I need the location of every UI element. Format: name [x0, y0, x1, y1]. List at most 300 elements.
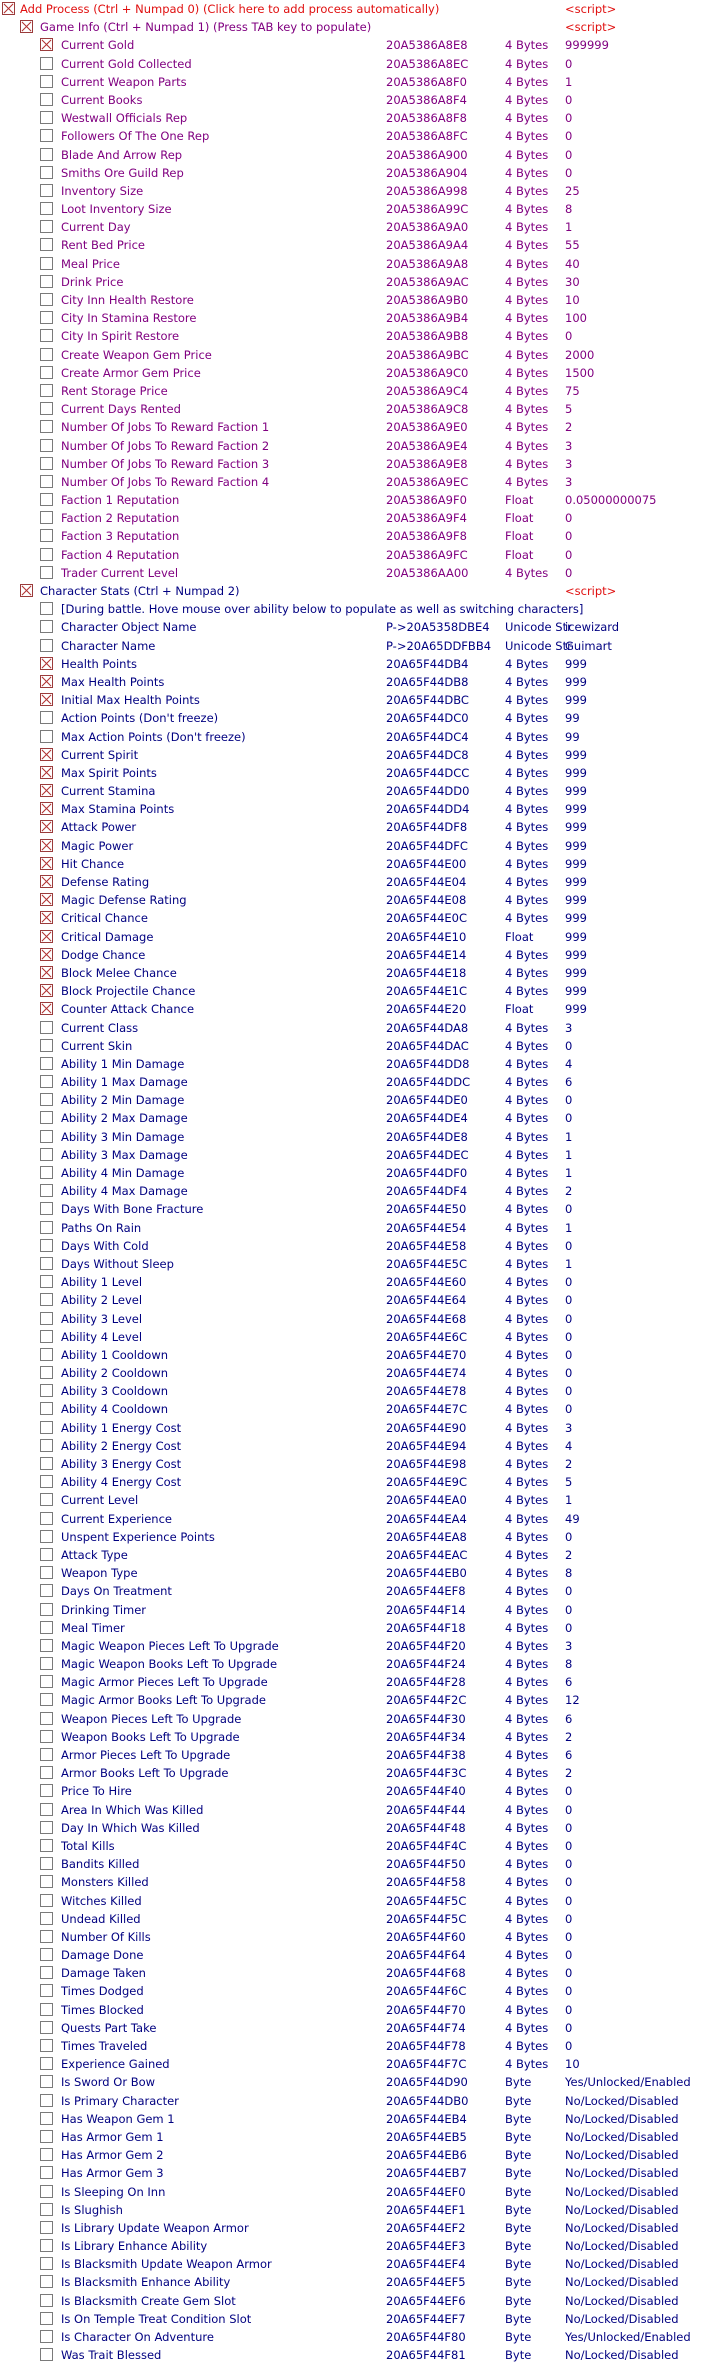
entry-value[interactable]: 2 — [565, 1766, 573, 1781]
active-checkbox[interactable] — [40, 820, 53, 833]
entry-value[interactable]: No/Locked/Disabled — [565, 2166, 679, 2181]
active-checkbox[interactable] — [40, 1384, 53, 1397]
entry-value[interactable]: 999 — [565, 784, 587, 799]
active-checkbox[interactable] — [40, 1275, 53, 1288]
active-checkbox[interactable] — [40, 2148, 53, 2161]
active-checkbox[interactable] — [40, 1984, 53, 1997]
entry-value[interactable]: 0 — [565, 1948, 573, 1963]
entry-value[interactable]: 0 — [565, 2039, 573, 2053]
active-checkbox[interactable] — [40, 1439, 53, 1452]
entry-value[interactable]: Yes/Unlocked/Enabled — [565, 2075, 691, 2090]
entry-value[interactable]: 10 — [565, 293, 580, 307]
entry-value[interactable]: No/Locked/Disabled — [565, 2111, 679, 2126]
entry-value[interactable]: 999 — [565, 947, 587, 962]
table-row[interactable] — [0, 382, 706, 400]
table-row[interactable] — [0, 2219, 706, 2237]
table-row[interactable] — [0, 637, 706, 655]
active-checkbox[interactable] — [40, 2039, 53, 2052]
table-row[interactable] — [0, 1200, 706, 1218]
entry-value[interactable]: 999 — [565, 875, 587, 889]
table-row[interactable] — [0, 2110, 706, 2128]
entry-value[interactable]: 8 — [565, 202, 573, 217]
active-checkbox[interactable] — [40, 1075, 53, 1088]
active-checkbox[interactable] — [40, 2185, 53, 2198]
entry-value[interactable]: 999 — [565, 911, 587, 926]
table-row[interactable] — [0, 655, 706, 673]
entry-value[interactable]: 999 — [565, 693, 587, 708]
table-row[interactable] — [0, 691, 706, 709]
table-row[interactable] — [0, 982, 706, 1000]
active-checkbox[interactable] — [40, 766, 53, 779]
entry-value[interactable]: 2 — [565, 1729, 573, 1744]
entry-value[interactable]: No/Locked/Disabled — [565, 2184, 679, 2199]
entry-value[interactable]: No/Locked/Disabled — [565, 2220, 679, 2235]
table-row[interactable] — [0, 728, 706, 746]
table-row[interactable] — [0, 164, 706, 182]
entry-value[interactable]: 0 — [565, 1966, 573, 1981]
active-checkbox[interactable] — [40, 1330, 53, 1343]
table-row[interactable] — [0, 1601, 706, 1619]
entry-value[interactable]: 0 — [565, 1584, 573, 1599]
table-row[interactable] — [0, 2183, 706, 2201]
entry-value[interactable]: 0.05000000075 — [565, 493, 657, 508]
table-row[interactable] — [0, 1146, 706, 1164]
active-checkbox[interactable] — [40, 202, 53, 215]
active-checkbox[interactable] — [40, 402, 53, 415]
entry-value[interactable]: 999 — [565, 820, 587, 835]
table-row[interactable] — [0, 1964, 706, 1982]
table-row[interactable] — [0, 891, 706, 909]
entry-value[interactable]: 999 — [565, 802, 587, 817]
table-row[interactable] — [0, 2001, 706, 2019]
active-checkbox[interactable] — [40, 711, 53, 724]
table-row[interactable] — [0, 309, 706, 327]
entry-value[interactable]: 6 — [565, 1711, 573, 1726]
entry-value[interactable]: 1 — [565, 1166, 573, 1180]
active-checkbox[interactable] — [40, 1784, 53, 1797]
active-checkbox[interactable] — [40, 1148, 53, 1161]
active-checkbox[interactable] — [40, 1875, 53, 1888]
entry-value[interactable]: 3 — [565, 1020, 573, 1035]
table-row[interactable] — [0, 1237, 706, 1255]
table-row[interactable] — [0, 236, 706, 254]
entry-value[interactable]: 2 — [565, 1184, 573, 1199]
table-row[interactable] — [0, 946, 706, 964]
entry-value[interactable]: 1 — [565, 74, 573, 89]
entry-value[interactable]: 0 — [565, 1857, 573, 1872]
table-row[interactable] — [0, 673, 706, 691]
table-row[interactable] — [0, 1328, 706, 1346]
entry-value[interactable]: No/Locked/Disabled — [565, 2129, 679, 2144]
active-checkbox[interactable] — [40, 1475, 53, 1488]
entry-value[interactable]: 0 — [565, 1929, 573, 1944]
table-row[interactable] — [0, 564, 706, 582]
active-checkbox[interactable] — [40, 1839, 53, 1852]
entry-value[interactable]: 3 — [565, 1638, 573, 1653]
entry-value[interactable]: 0 — [565, 1347, 573, 1362]
table-row[interactable] — [0, 746, 706, 764]
table-row[interactable] — [0, 1346, 706, 1364]
table-row[interactable] — [0, 73, 706, 91]
table-row[interactable] — [0, 964, 706, 982]
table-row[interactable] — [0, 1510, 706, 1528]
active-checkbox[interactable] — [40, 1202, 53, 1215]
entry-value[interactable]: 1 — [565, 1129, 573, 1144]
table-row[interactable] — [0, 2164, 706, 2182]
table-row[interactable] — [0, 418, 706, 436]
active-checkbox[interactable] — [40, 348, 53, 361]
entry-value[interactable]: 30 — [565, 274, 580, 289]
table-row[interactable] — [0, 18, 706, 36]
active-checkbox[interactable] — [40, 2130, 53, 2143]
active-checkbox[interactable] — [40, 1002, 53, 1015]
active-checkbox[interactable] — [40, 1021, 53, 1034]
entry-value[interactable]: 3 — [565, 1420, 573, 1435]
entry-value[interactable]: 0 — [565, 511, 573, 526]
entry-value[interactable]: 6 — [565, 1748, 573, 1762]
table-row[interactable] — [0, 218, 706, 236]
active-checkbox[interactable] — [40, 1111, 53, 1124]
entry-value[interactable]: 999 — [565, 674, 587, 689]
active-checkbox[interactable] — [40, 1093, 53, 1106]
active-checkbox[interactable] — [40, 2330, 53, 2343]
entry-value[interactable]: 0 — [565, 147, 573, 162]
active-checkbox[interactable] — [40, 2166, 53, 2179]
table-row[interactable] — [0, 2146, 706, 2164]
active-checkbox[interactable] — [40, 1130, 53, 1143]
active-checkbox[interactable] — [40, 1057, 53, 1070]
active-checkbox[interactable] — [40, 2003, 53, 2016]
entry-value[interactable]: 100 — [565, 311, 587, 326]
entry-value[interactable]: 0 — [565, 1802, 573, 1817]
active-checkbox[interactable] — [40, 2221, 53, 2234]
active-checkbox[interactable] — [40, 293, 53, 306]
active-checkbox[interactable] — [40, 1548, 53, 1561]
table-row[interactable] — [0, 1855, 706, 1873]
entry-value[interactable]: 0 — [565, 1202, 573, 1217]
table-row[interactable] — [0, 818, 706, 836]
table-row[interactable] — [0, 364, 706, 382]
table-row[interactable] — [0, 1764, 706, 1782]
active-checkbox[interactable] — [40, 693, 53, 706]
entry-value[interactable]: 4 — [565, 1438, 573, 1453]
table-row[interactable] — [0, 1382, 706, 1400]
entry-value[interactable]: No/Locked/Disabled — [565, 2148, 679, 2163]
table-row[interactable] — [0, 1164, 706, 1182]
entry-value[interactable]: 40 — [565, 256, 580, 271]
entry-value[interactable]: 3 — [565, 456, 573, 471]
active-checkbox[interactable] — [40, 1948, 53, 1961]
active-checkbox[interactable] — [40, 566, 53, 579]
entry-value[interactable]: 999 — [565, 965, 587, 980]
entry-value[interactable]: 3 — [565, 438, 573, 453]
entry-value[interactable]: 999 — [565, 765, 587, 780]
entry-value[interactable]: 0 — [565, 1784, 573, 1799]
active-checkbox[interactable] — [40, 366, 53, 379]
active-checkbox[interactable] — [40, 1530, 53, 1543]
entry-value[interactable]: 999 — [565, 656, 587, 671]
active-checkbox[interactable] — [40, 1803, 53, 1816]
table-row[interactable] — [0, 55, 706, 73]
active-checkbox[interactable] — [40, 420, 53, 433]
table-row[interactable] — [0, 1491, 706, 1509]
active-checkbox[interactable] — [40, 2094, 53, 2107]
active-checkbox[interactable] — [40, 1712, 53, 1725]
entry-value[interactable]: 999 — [565, 838, 587, 853]
entry-value[interactable]: 1 — [565, 1147, 573, 1162]
active-checkbox[interactable] — [40, 329, 53, 342]
table-row[interactable] — [0, 1873, 706, 1891]
entry-value[interactable]: 999 — [565, 1002, 587, 1017]
table-row[interactable] — [0, 1037, 706, 1055]
active-checkbox[interactable] — [40, 1421, 53, 1434]
entry-value[interactable]: 8 — [565, 1657, 573, 1672]
active-checkbox[interactable] — [40, 1912, 53, 1925]
entry-value[interactable]: 0 — [565, 1384, 573, 1399]
table-row[interactable] — [0, 1564, 706, 1582]
entry-value[interactable]: No/Locked/Disabled — [565, 2239, 679, 2254]
entry-value[interactable]: 0 — [565, 1275, 573, 1290]
active-checkbox[interactable] — [20, 584, 33, 597]
entry-value[interactable]: 999 — [565, 984, 587, 999]
entry-value[interactable]: No/Locked/Disabled — [565, 2257, 679, 2272]
active-checkbox[interactable] — [40, 475, 53, 488]
entry-value[interactable]: 49 — [565, 1511, 580, 1526]
entry-value[interactable]: 12 — [565, 1693, 580, 1708]
active-checkbox[interactable] — [40, 1966, 53, 1979]
entry-value[interactable]: 5 — [565, 402, 573, 417]
entry-value[interactable]: 0 — [565, 1402, 573, 1417]
table-row[interactable] — [0, 546, 706, 564]
table-row[interactable] — [0, 509, 706, 527]
active-checkbox[interactable] — [40, 2021, 53, 2034]
active-checkbox[interactable] — [40, 1766, 53, 1779]
entry-value[interactable]: Yes/Unlocked/Enabled — [565, 2330, 691, 2344]
entry-value[interactable]: 999 — [565, 747, 587, 762]
active-checkbox[interactable] — [40, 529, 53, 542]
active-checkbox[interactable] — [40, 38, 53, 51]
active-checkbox[interactable] — [40, 620, 53, 633]
active-checkbox[interactable] — [40, 1930, 53, 1943]
table-row[interactable] — [0, 455, 706, 473]
active-checkbox[interactable] — [40, 548, 53, 561]
table-row[interactable] — [0, 2255, 706, 2273]
entry-value[interactable]: 1 — [565, 1256, 573, 1271]
entry-value[interactable]: 0 — [565, 329, 573, 344]
active-checkbox[interactable] — [40, 893, 53, 906]
table-row[interactable] — [0, 1655, 706, 1673]
active-checkbox[interactable] — [40, 184, 53, 197]
table-row[interactable] — [0, 2328, 706, 2346]
table-row[interactable] — [0, 1782, 706, 1800]
entry-value[interactable]: 0 — [565, 1111, 573, 1126]
entry-value[interactable]: 0 — [565, 547, 573, 562]
entry-value[interactable]: 0 — [565, 1875, 573, 1890]
active-checkbox[interactable] — [40, 984, 53, 997]
active-checkbox[interactable] — [40, 2112, 53, 2125]
entry-value[interactable]: 0 — [565, 1311, 573, 1326]
table-row[interactable] — [0, 855, 706, 873]
active-checkbox[interactable] — [40, 2348, 53, 2361]
table-row[interactable] — [0, 1109, 706, 1127]
table-row[interactable] — [0, 437, 706, 455]
entry-value[interactable]: 1 — [565, 1493, 573, 1508]
entry-value[interactable]: No/Locked/Disabled — [565, 2348, 679, 2363]
table-row[interactable] — [0, 1473, 706, 1491]
table-row[interactable] — [0, 473, 706, 491]
entry-value[interactable]: 0 — [565, 1838, 573, 1853]
active-checkbox[interactable] — [40, 493, 53, 506]
entry-value[interactable]: 0 — [565, 1038, 573, 1053]
active-checkbox[interactable] — [40, 439, 53, 452]
table-row[interactable] — [0, 36, 706, 54]
active-checkbox[interactable] — [40, 1894, 53, 1907]
entry-value[interactable]: No/Locked/Disabled — [565, 2275, 679, 2290]
entry-value[interactable]: 3 — [565, 474, 573, 489]
active-checkbox[interactable] — [40, 1693, 53, 1706]
entry-value[interactable]: icewizard — [565, 620, 620, 635]
table-row[interactable] — [0, 2092, 706, 2110]
active-checkbox[interactable] — [40, 1293, 53, 1306]
table-row[interactable] — [0, 1055, 706, 1073]
table-row[interactable] — [0, 2073, 706, 2091]
table-row[interactable] — [0, 1528, 706, 1546]
active-checkbox[interactable] — [40, 1493, 53, 1506]
active-checkbox[interactable] — [40, 2275, 53, 2288]
table-row[interactable] — [0, 1982, 706, 2000]
table-row[interactable] — [0, 837, 706, 855]
entry-value[interactable]: 25 — [565, 183, 580, 198]
table-row[interactable] — [0, 1819, 706, 1837]
entry-value[interactable]: No/Locked/Disabled — [565, 2093, 679, 2108]
table-row[interactable] — [0, 782, 706, 800]
table-row[interactable] — [0, 2346, 706, 2364]
active-checkbox[interactable] — [40, 1584, 53, 1597]
active-checkbox[interactable] — [40, 657, 53, 670]
table-row[interactable] — [0, 327, 706, 345]
active-checkbox[interactable] — [40, 2312, 53, 2325]
table-row[interactable] — [0, 2037, 706, 2055]
table-row[interactable] — [0, 200, 706, 218]
active-checkbox[interactable] — [40, 875, 53, 888]
active-checkbox[interactable] — [40, 839, 53, 852]
table-row[interactable] — [0, 1910, 706, 1928]
table-row[interactable] — [0, 582, 706, 600]
table-row[interactable] — [0, 1928, 706, 1946]
entry-value[interactable]: 999999 — [565, 38, 609, 53]
table-row[interactable] — [0, 1437, 706, 1455]
active-checkbox[interactable] — [20, 20, 33, 33]
table-row[interactable] — [0, 1291, 706, 1309]
active-checkbox[interactable] — [40, 1312, 53, 1325]
active-checkbox[interactable] — [40, 802, 53, 815]
table-row[interactable] — [0, 909, 706, 927]
table-row[interactable] — [0, 1546, 706, 1564]
entry-value[interactable]: 0 — [565, 165, 573, 180]
table-row[interactable] — [0, 291, 706, 309]
table-row[interactable] — [0, 2273, 706, 2291]
active-checkbox[interactable] — [40, 1621, 53, 1634]
table-row[interactable] — [0, 600, 706, 618]
table-row[interactable] — [0, 1801, 706, 1819]
table-row[interactable] — [0, 1182, 706, 1200]
active-checkbox[interactable] — [40, 1821, 53, 1834]
active-checkbox[interactable] — [40, 1039, 53, 1052]
table-row[interactable] — [0, 273, 706, 291]
entry-value[interactable]: 0 — [565, 1329, 573, 1344]
entry-value[interactable]: 999 — [565, 929, 587, 944]
entry-value[interactable]: 0 — [565, 1238, 573, 1253]
active-checkbox[interactable] — [40, 148, 53, 161]
table-row[interactable] — [0, 618, 706, 636]
active-checkbox[interactable] — [40, 2075, 53, 2088]
active-checkbox[interactable] — [40, 1257, 53, 1270]
table-row[interactable] — [0, 764, 706, 782]
table-row[interactable] — [0, 2292, 706, 2310]
active-checkbox[interactable] — [40, 93, 53, 106]
table-row[interactable] — [0, 800, 706, 818]
table-row[interactable] — [0, 1073, 706, 1091]
active-checkbox[interactable] — [40, 911, 53, 924]
table-row[interactable] — [0, 1582, 706, 1600]
entry-value[interactable]: 10 — [565, 2057, 580, 2072]
active-checkbox[interactable] — [40, 111, 53, 124]
table-row[interactable] — [0, 873, 706, 891]
entry-value[interactable]: 999 — [565, 893, 587, 908]
table-row[interactable] — [0, 0, 706, 18]
table-row[interactable] — [0, 1364, 706, 1382]
entry-value[interactable]: 55 — [565, 238, 580, 253]
active-checkbox[interactable] — [40, 2257, 53, 2270]
active-checkbox[interactable] — [40, 1675, 53, 1688]
table-row[interactable] — [0, 1837, 706, 1855]
active-checkbox[interactable] — [40, 857, 53, 870]
table-row[interactable] — [0, 2237, 706, 2255]
active-checkbox[interactable] — [40, 257, 53, 270]
table-row[interactable] — [0, 1728, 706, 1746]
active-checkbox[interactable] — [40, 1748, 53, 1761]
active-checkbox[interactable] — [40, 675, 53, 688]
table-row[interactable] — [0, 1273, 706, 1291]
entry-value[interactable]: 6 — [565, 1675, 573, 1690]
entry-value[interactable]: 1 — [565, 220, 573, 235]
table-row[interactable] — [0, 1310, 706, 1328]
active-checkbox[interactable] — [40, 2057, 53, 2070]
table-row[interactable] — [0, 2019, 706, 2037]
active-checkbox[interactable] — [40, 511, 53, 524]
entry-value[interactable]: 999 — [565, 856, 587, 871]
active-checkbox[interactable] — [40, 1566, 53, 1579]
active-checkbox[interactable] — [40, 2203, 53, 2216]
table-row[interactable] — [0, 400, 706, 418]
entry-value[interactable]: 0 — [565, 565, 573, 580]
table-row[interactable] — [0, 527, 706, 545]
active-checkbox[interactable] — [40, 1457, 53, 1470]
entry-value[interactable]: 0 — [565, 56, 573, 71]
entry-value[interactable]: 6 — [565, 1075, 573, 1090]
table-row[interactable] — [0, 127, 706, 145]
active-checkbox[interactable] — [40, 1184, 53, 1197]
entry-value[interactable]: 75 — [565, 383, 580, 398]
entry-value[interactable]: 0 — [565, 111, 573, 126]
table-row[interactable] — [0, 91, 706, 109]
active-checkbox[interactable] — [40, 1402, 53, 1415]
table-row[interactable] — [0, 1255, 706, 1273]
active-checkbox[interactable] — [40, 457, 53, 470]
table-row[interactable] — [0, 1091, 706, 1109]
table-row[interactable] — [0, 146, 706, 164]
table-row[interactable] — [0, 1455, 706, 1473]
